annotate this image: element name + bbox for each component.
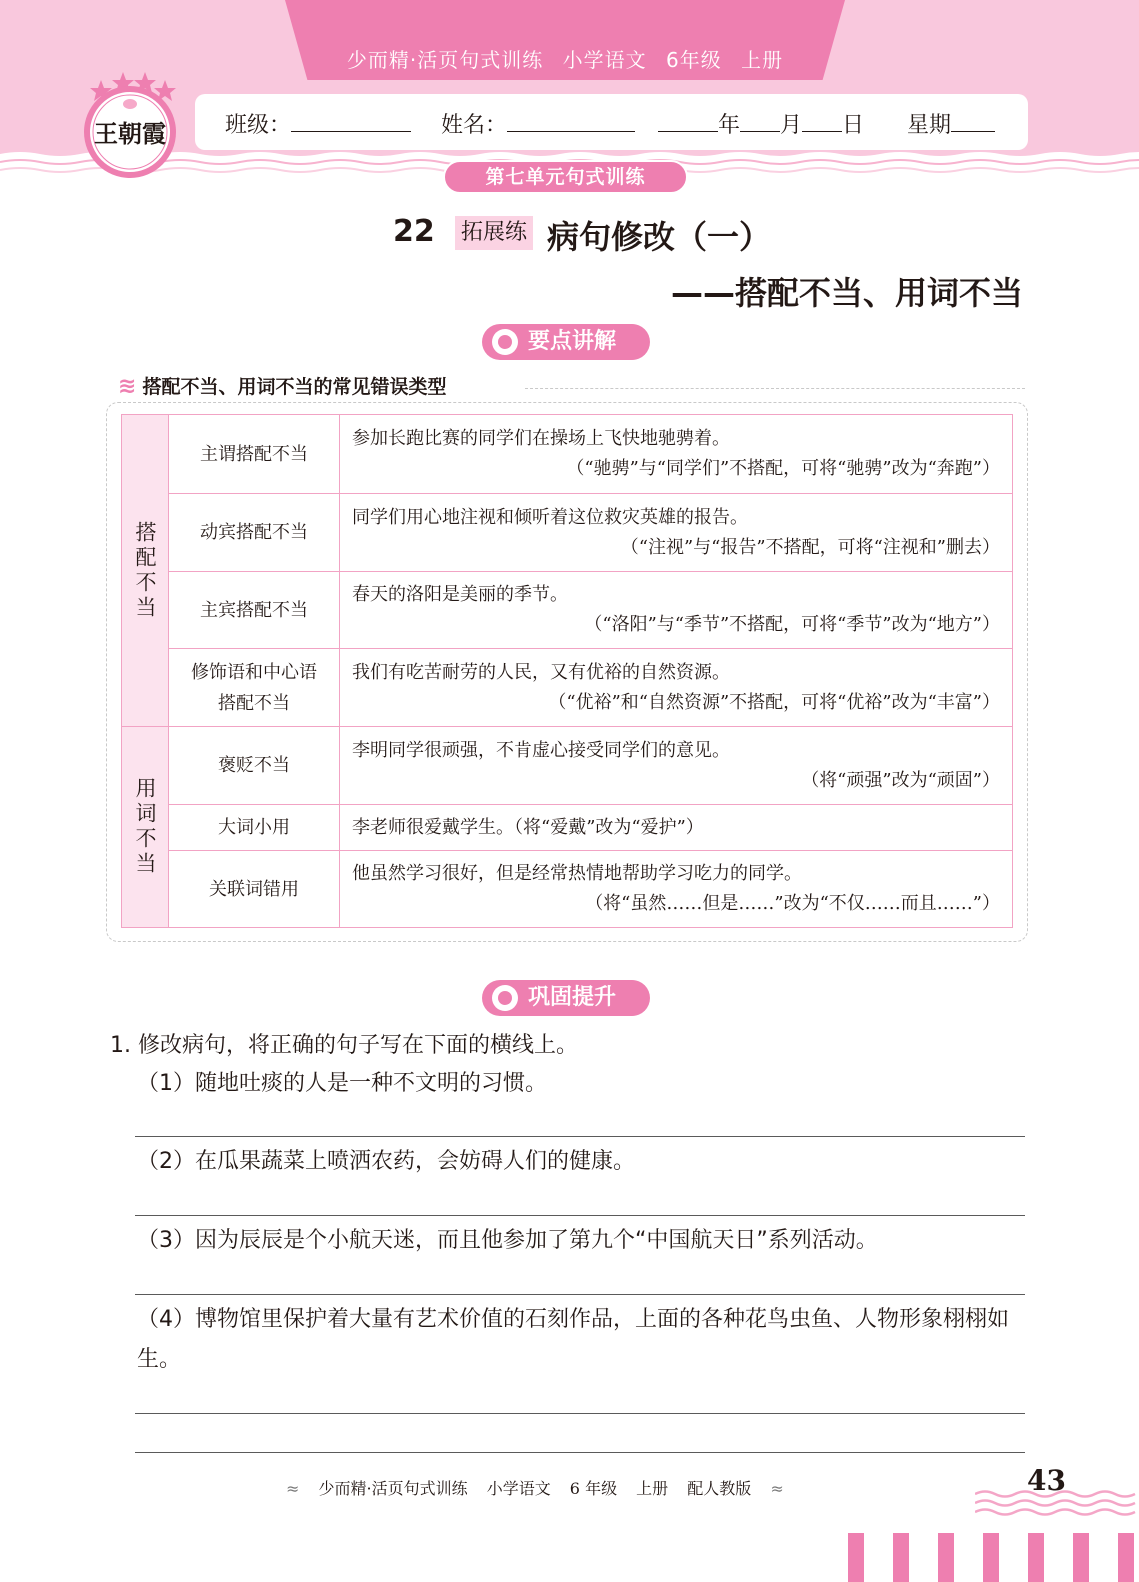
- lesson-tag: 拓展练: [455, 216, 533, 250]
- footer-subject: 小学语文: [486, 1479, 551, 1498]
- series-subject: 小学语文: [562, 48, 647, 72]
- example-cell: [340, 649, 1013, 727]
- type-cell: 主宾搭配不当: [169, 572, 340, 649]
- section-key-points-label: 要点讲解: [528, 329, 617, 354]
- example-sentence: 我们有吃苦耐劳的人民，又有优裕的自然资源。: [352, 661, 730, 683]
- footer-grade: 6 年级: [569, 1479, 618, 1498]
- unit-title: 第七单元句式训练: [443, 160, 688, 194]
- example-note: （将“顽强”改为“顽固”）: [801, 769, 1000, 791]
- example-note: （“注视”与“报告”不搭配，可将“注视和”删去）: [620, 536, 1000, 558]
- example-cell: [340, 727, 1013, 805]
- month-label: 月: [780, 113, 803, 138]
- logo-text: 王朝霞: [94, 119, 166, 148]
- name-input-line[interactable]: [507, 110, 635, 132]
- table-row: [122, 415, 1013, 494]
- table-row: [122, 494, 1013, 572]
- weekday-input-line[interactable]: [951, 110, 995, 132]
- category-cell: [122, 415, 169, 727]
- example-sentence: 同学们用心地注视和倾听着这位救灾英雄的报告。: [352, 506, 748, 528]
- day-input-line[interactable]: [802, 110, 842, 132]
- question-item: （3）因为辰辰是个小航天迷，而且他参加了第九个“中国航天日”系列活动。: [137, 1228, 878, 1253]
- series-volume: 上册: [741, 48, 784, 72]
- type-cell: 关联词错用: [169, 851, 340, 928]
- category-label: 用词不当: [133, 777, 157, 877]
- answer-line[interactable]: [135, 1452, 1025, 1453]
- type-cell: 大词小用: [169, 805, 340, 851]
- class-input-line[interactable]: [291, 110, 411, 132]
- medal-icon: [492, 329, 518, 355]
- year-label: 年: [718, 113, 741, 138]
- series-name: 少而精·活页句式训练: [346, 48, 544, 72]
- table-row: [122, 805, 1013, 851]
- weekday-field: [907, 108, 995, 139]
- example-note: （将“虽然……但是……”改为“不仅……而且……”）: [585, 893, 1000, 914]
- series-title: [285, 44, 845, 73]
- lesson-number: 22: [393, 214, 435, 249]
- example-note: （“洛阳”与“季节”不搭配，可将“季节”改为“地方”）: [584, 614, 1000, 635]
- name-label: 姓名：: [441, 113, 508, 138]
- wave-lines-icon: ≋: [118, 374, 137, 399]
- year-input-line[interactable]: [658, 110, 718, 132]
- lesson-title: 病句修改（一）: [547, 218, 772, 256]
- name-field: [441, 108, 635, 139]
- answer-line[interactable]: [135, 1413, 1025, 1414]
- type-cell: 褒贬不当: [169, 727, 340, 805]
- table-row: [122, 649, 1013, 727]
- page-number: 43: [1027, 1464, 1066, 1497]
- example-sentence: 李明同学很顽强，不肯虚心接受同学们的意见。: [352, 739, 730, 761]
- type-cell: 主谓搭配不当: [169, 415, 340, 494]
- section-key-points-pill: [482, 324, 650, 360]
- heading-dashed-line: [525, 388, 1025, 389]
- category-label: 搭配不当: [133, 520, 157, 621]
- date-field: [658, 108, 864, 139]
- key-points-heading: [118, 372, 446, 399]
- medal-icon: [492, 985, 518, 1011]
- section-practice-pill: [482, 980, 650, 1016]
- type-line: 搭配不当: [218, 692, 290, 714]
- month-input-line[interactable]: [740, 110, 780, 132]
- day-label: 日: [842, 113, 865, 138]
- example-cell: [340, 494, 1013, 572]
- footer-volume: 上册: [636, 1479, 669, 1498]
- question-item: （1）随地吐痰的人是一种不文明的习惯。: [137, 1071, 547, 1096]
- example-sentence: 春天的洛阳是美丽的季节。: [352, 584, 568, 605]
- wave-lines-icon: ≈: [770, 1479, 784, 1498]
- class-label: 班级：: [225, 113, 292, 138]
- example-cell: [340, 572, 1013, 649]
- footer-series-name: 少而精·活页句式训练: [318, 1479, 468, 1498]
- class-field: [225, 108, 411, 139]
- example-note: （“优裕”和“自然资源”不搭配，可将“优裕”改为“丰富”）: [548, 691, 1000, 713]
- section-practice-label: 巩固提升: [528, 985, 617, 1010]
- type-cell: [169, 649, 340, 727]
- table-row: [122, 851, 1013, 928]
- example-sentence: 参加长跑比赛的同学们在操场上飞快地驰骋着。: [352, 428, 730, 449]
- question-item: （4）博物馆里保护着大量有艺术价值的石刻作品，上面的各种花鸟虫鱼、人物形象栩栩如生。: [137, 1307, 1010, 1372]
- key-points-heading-text: 搭配不当、用词不当的常见错误类型: [142, 376, 447, 398]
- example-cell: [340, 851, 1013, 928]
- table-row: [122, 727, 1013, 805]
- example-sentence: 李老师很爱戴学生。（将“爱戴”改为“爱护”）: [352, 816, 704, 838]
- bottom-stripe-decoration: [848, 1533, 1139, 1582]
- category-cell: [122, 727, 169, 928]
- lesson-subtitle: ——搭配不当、用词不当: [670, 274, 1023, 312]
- example-cell: [340, 415, 1013, 494]
- example-sentence: 他虽然学习很好，但是经常热情地帮助学习吃力的同学。: [352, 863, 802, 884]
- type-cell: 动宾搭配不当: [169, 494, 340, 572]
- question-item: （2）在瓜果蔬菜上喷洒农药，会妨碍人们的健康。: [137, 1149, 635, 1174]
- example-cell: [340, 805, 1013, 851]
- table-row: [122, 572, 1013, 649]
- question-instruction: 1. 修改病句，将正确的句子写在下面的横线上。: [110, 1033, 578, 1058]
- weekday-label: 星期: [907, 113, 952, 138]
- answer-line[interactable]: [135, 1136, 1025, 1137]
- footer-series: [286, 1476, 798, 1499]
- student-info-bar: [195, 94, 1028, 150]
- wave-lines-icon: ≈: [286, 1479, 300, 1498]
- brand-logo: [78, 70, 182, 182]
- answer-line[interactable]: [135, 1215, 1025, 1216]
- answer-line[interactable]: [135, 1294, 1025, 1295]
- error-types-table: [121, 414, 1013, 928]
- series-grade: 6年级: [665, 48, 722, 72]
- footer-edition: 配人教版: [687, 1479, 752, 1498]
- type-line: 修饰语和中心语: [191, 661, 317, 683]
- page-wave-decoration: [975, 1486, 1139, 1520]
- example-note: （“驰骋”与“同学们”不搭配，可将“驰骋”改为“奔跑”）: [566, 458, 1000, 479]
